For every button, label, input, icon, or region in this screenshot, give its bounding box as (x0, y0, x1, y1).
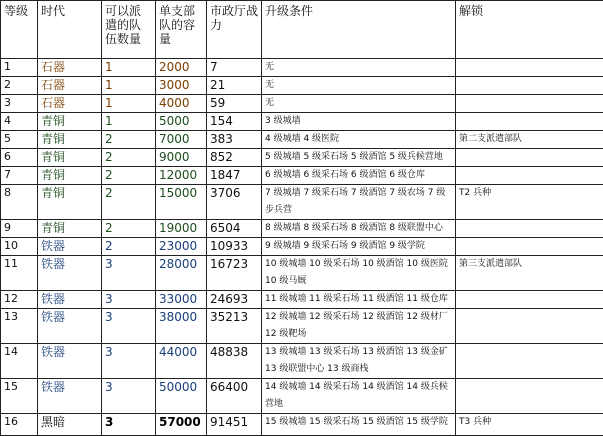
conditions-cell: 6 级城墙 6 级采石场 6 级酒馆 6 级仓库 (262, 167, 456, 185)
power-cell: 154 (207, 113, 262, 131)
level-cell: 12 (1, 291, 38, 309)
teams-cell: 1 (102, 59, 156, 77)
header-unlock: 解锁 (456, 1, 603, 59)
level-cell: 4 (1, 113, 38, 131)
power-cell: 852 (207, 149, 262, 167)
table-row (1, 309, 603, 344)
power-cell: 91451 (207, 414, 262, 436)
conditions-cell: 无 (262, 77, 456, 95)
unlock-cell (456, 77, 603, 95)
power-cell: 59 (207, 95, 262, 113)
table-row (1, 414, 603, 436)
teams-cell: 3 (102, 379, 156, 414)
era-cell: 铁器 (38, 309, 102, 344)
level-cell: 5 (1, 131, 38, 149)
capacity-cell: 12000 (156, 167, 207, 185)
teams-cell: 2 (102, 185, 156, 220)
teams-cell: 2 (102, 149, 156, 167)
table-row (1, 256, 603, 291)
teams-cell: 3 (102, 414, 156, 436)
header-era: 时代 (38, 1, 102, 59)
table-row (1, 238, 603, 256)
conditions-cell: 10 级城墙 10 级采石场 10 级酒馆 10 级医院 10 级马厩 (262, 256, 456, 291)
level-cell: 6 (1, 149, 38, 167)
era-cell: 铁器 (38, 238, 102, 256)
conditions-cell: 8 级城墙 8 级采石场 8 级酒馆 8 级联盟中心 (262, 220, 456, 238)
unlock-cell (456, 379, 603, 414)
teams-cell: 3 (102, 291, 156, 309)
power-cell: 3706 (207, 185, 262, 220)
capacity-cell: 23000 (156, 238, 207, 256)
conditions-cell: 12 级城墙 12 级采石场 12 级酒馆 12 级材厂 12 级靶场 (262, 309, 456, 344)
teams-cell: 3 (102, 344, 156, 379)
power-cell: 21 (207, 77, 262, 95)
era-cell: 青铜 (38, 220, 102, 238)
conditions-cell: 5 级城墙 5 级采石场 5 级酒馆 5 级兵候营地 (262, 149, 456, 167)
unlock-cell (456, 95, 603, 113)
capacity-cell: 50000 (156, 379, 207, 414)
capacity-cell: 28000 (156, 256, 207, 291)
capacity-cell: 9000 (156, 149, 207, 167)
table-row (1, 113, 603, 131)
level-cell: 9 (1, 220, 38, 238)
capacity-cell: 15000 (156, 185, 207, 220)
header-teams: 可以派遣的队伍数量 (102, 1, 156, 59)
table-row (1, 291, 603, 309)
unlock-cell: 第三支派遣部队 (456, 256, 603, 291)
unlock-cell (456, 291, 603, 309)
table-row (1, 59, 603, 77)
power-cell: 16723 (207, 256, 262, 291)
conditions-cell: 13 级城墙 13 级采石场 13 级酒馆 13 级金矿 13 级联盟中心 13 级商栈 (262, 344, 456, 379)
power-cell: 24693 (207, 291, 262, 309)
conditions-cell: 无 (262, 95, 456, 113)
level-cell: 14 (1, 344, 38, 379)
teams-cell: 1 (102, 113, 156, 131)
teams-cell: 3 (102, 256, 156, 291)
era-cell: 石器 (38, 95, 102, 113)
teams-cell: 2 (102, 238, 156, 256)
era-cell: 铁器 (38, 291, 102, 309)
teams-cell: 1 (102, 95, 156, 113)
unlock-cell (456, 59, 603, 77)
power-cell: 66400 (207, 379, 262, 414)
level-cell: 1 (1, 59, 38, 77)
power-cell: 1847 (207, 167, 262, 185)
table-row (1, 167, 603, 185)
capacity-cell: 57000 (156, 414, 207, 436)
level-cell: 8 (1, 185, 38, 220)
table-row (1, 344, 603, 379)
conditions-cell: 11 级城墙 11 级采石场 11 级酒馆 11 级仓库 (262, 291, 456, 309)
unlock-cell (456, 220, 603, 238)
header-capacity: 单支部队的容量 (156, 1, 207, 59)
teams-cell: 2 (102, 220, 156, 238)
era-cell: 石器 (38, 77, 102, 95)
capacity-cell: 5000 (156, 113, 207, 131)
unlock-cell (456, 149, 603, 167)
header-power: 市政厅战力 (207, 1, 262, 59)
unlock-cell (456, 309, 603, 344)
teams-cell: 2 (102, 131, 156, 149)
level-cell: 16 (1, 414, 38, 436)
unlock-cell (456, 113, 603, 131)
era-cell: 青铜 (38, 113, 102, 131)
capacity-cell: 4000 (156, 95, 207, 113)
conditions-cell: 14 级城墙 14 级采石场 14 级酒馆 14 级兵候营地 (262, 379, 456, 414)
level-cell: 7 (1, 167, 38, 185)
era-cell: 黑暗 (38, 414, 102, 436)
header-conditions: 升级条件 (262, 1, 456, 59)
header-row (1, 1, 603, 59)
unlock-cell: 第二支派遣部队 (456, 131, 603, 149)
power-cell: 6504 (207, 220, 262, 238)
teams-cell: 2 (102, 167, 156, 185)
level-cell: 2 (1, 77, 38, 95)
era-cell: 青铜 (38, 149, 102, 167)
power-cell: 35213 (207, 309, 262, 344)
era-cell: 铁器 (38, 344, 102, 379)
era-cell: 铁器 (38, 256, 102, 291)
capacity-cell: 33000 (156, 291, 207, 309)
table-row (1, 77, 603, 95)
unlock-cell: T2 兵种 (456, 185, 603, 220)
conditions-cell: 3 级城墙 (262, 113, 456, 131)
capacity-cell: 38000 (156, 309, 207, 344)
unlock-cell (456, 167, 603, 185)
power-cell: 7 (207, 59, 262, 77)
conditions-cell: 无 (262, 59, 456, 77)
power-cell: 48838 (207, 344, 262, 379)
unlock-cell (456, 344, 603, 379)
capacity-cell: 19000 (156, 220, 207, 238)
era-cell: 青铜 (38, 185, 102, 220)
teams-cell: 1 (102, 77, 156, 95)
table-row (1, 95, 603, 113)
level-cell: 3 (1, 95, 38, 113)
capacity-cell: 44000 (156, 344, 207, 379)
era-cell: 铁器 (38, 379, 102, 414)
level-cell: 15 (1, 379, 38, 414)
conditions-cell: 7 级城墙 7 级采石场 7 级酒馆 7 级农场 7 级步兵营 (262, 185, 456, 220)
capacity-cell: 2000 (156, 59, 207, 77)
era-cell: 石器 (38, 59, 102, 77)
header-level: 等级 (1, 1, 38, 59)
table-row (1, 131, 603, 149)
conditions-cell: 9 级城墙 9 级采石场 9 级酒馆 9 级学院 (262, 238, 456, 256)
capacity-cell: 7000 (156, 131, 207, 149)
era-cell: 青铜 (38, 167, 102, 185)
level-cell: 13 (1, 309, 38, 344)
era-cell: 青铜 (38, 131, 102, 149)
conditions-cell: 4 级城墙 4 级医院 (262, 131, 456, 149)
unlock-cell (456, 238, 603, 256)
level-cell: 10 (1, 238, 38, 256)
conditions-cell: 15 级城墙 15 级采石场 15 级酒馆 15 级学院 (262, 414, 456, 436)
table-row (1, 220, 603, 238)
level-cell: 11 (1, 256, 38, 291)
power-cell: 10933 (207, 238, 262, 256)
table-row (1, 149, 603, 167)
power-cell: 383 (207, 131, 262, 149)
table-row (1, 379, 603, 414)
unlock-cell: T3 兵种 (456, 414, 603, 436)
capacity-cell: 3000 (156, 77, 207, 95)
teams-cell: 3 (102, 309, 156, 344)
table-row (1, 185, 603, 220)
